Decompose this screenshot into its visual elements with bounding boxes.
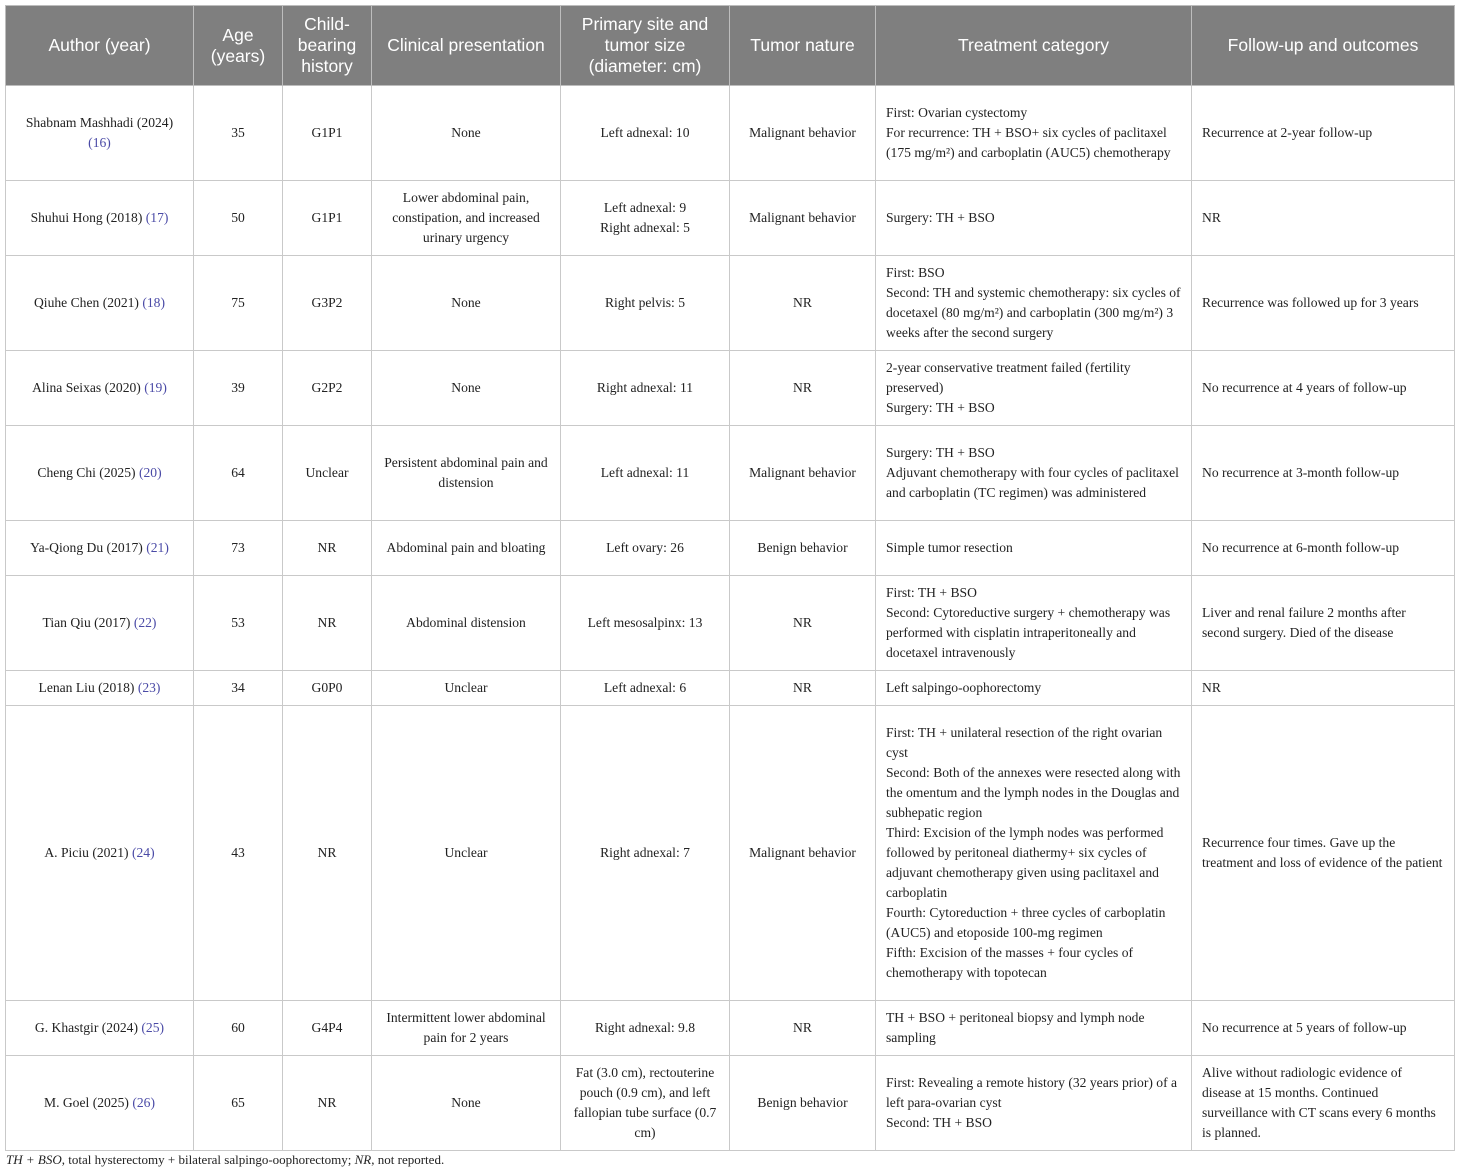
table-row xyxy=(6,521,1455,576)
cell-child-bearing-history: G1P1 xyxy=(283,181,372,256)
cell-tumor-nature: NR xyxy=(730,671,876,706)
treatment-line: Left salpingo-oophorectomy xyxy=(886,680,1042,695)
cell-author xyxy=(6,1056,194,1151)
author-name: Shabnam Mashhadi (2024) xyxy=(25,115,174,130)
table-row xyxy=(6,706,1455,1001)
cell-tumor-nature: Malignant behavior xyxy=(730,706,876,1001)
cell-child-bearing-history: NR xyxy=(283,706,372,1001)
cell-treatment xyxy=(876,706,1192,1001)
table-row xyxy=(6,181,1455,256)
cell-age: 53 xyxy=(194,576,283,671)
author-name: Qiuhe Chen (2021) xyxy=(33,295,139,310)
treatment-line: 2-year conservative treatment failed (fertility preserved) xyxy=(886,360,1131,395)
cell-clinical-presentation: Intermittent lower abdominal pain for 2 years xyxy=(372,1001,561,1056)
footnote-def-th-bso: , total hysterectomy + bilateral salpingo-oophorectomy; xyxy=(61,1152,355,1167)
header-follow-up: Follow-up and outcomes xyxy=(1192,6,1455,86)
reference-link[interactable]: (25) xyxy=(141,1020,165,1035)
cell-age: 34 xyxy=(194,671,283,706)
cell-tumor-nature: Malignant behavior xyxy=(730,86,876,181)
cell-clinical-presentation: Unclear xyxy=(372,671,561,706)
reference-link[interactable]: (18) xyxy=(142,295,166,310)
footnote-abbr-th-bso: TH + BSO xyxy=(6,1152,62,1167)
cell-follow-up: Recurrence was followed up for 3 years xyxy=(1192,256,1455,351)
site-line: Fat (3.0 cm), rectouterine pouch (0.9 cm), and left fallopian tube surface (0.7 cm) xyxy=(573,1065,717,1140)
cell-follow-up: NR xyxy=(1192,671,1455,706)
cell-child-bearing-history: G0P0 xyxy=(283,671,372,706)
author-name: Cheng Chi (2025) xyxy=(37,465,136,480)
cell-tumor-nature: NR xyxy=(730,256,876,351)
cell-child-bearing-history: G2P2 xyxy=(283,351,372,426)
cell-child-bearing-history: Unclear xyxy=(283,426,372,521)
cell-tumor-nature: Malignant behavior xyxy=(730,426,876,521)
cell-child-bearing-history: G1P1 xyxy=(283,86,372,181)
cell-age: 60 xyxy=(194,1001,283,1056)
author-name: Tian Qiu (2017) xyxy=(42,615,131,630)
cell-author xyxy=(6,706,194,1001)
cell-primary-site xyxy=(561,181,730,256)
reference-link[interactable]: (23) xyxy=(137,680,161,695)
reference-link[interactable]: (21) xyxy=(146,540,169,555)
cell-treatment xyxy=(876,86,1192,181)
cell-follow-up: No recurrence at 3-month follow-up xyxy=(1192,426,1455,521)
cell-age: 50 xyxy=(194,181,283,256)
cell-clinical-presentation: Abdominal distension xyxy=(372,576,561,671)
cell-primary-site xyxy=(561,671,730,706)
reference-link[interactable]: (20) xyxy=(138,465,162,480)
cell-follow-up: Alive without radiologic evidence of disease at 15 months. Continued surveillance with CT scans every 6 months is planned. xyxy=(1192,1056,1455,1151)
cell-primary-site xyxy=(561,1001,730,1056)
table-row xyxy=(6,426,1455,521)
treatment-line: Surgery: TH + BSO xyxy=(886,445,995,460)
cell-age: 35 xyxy=(194,86,283,181)
table-row xyxy=(6,576,1455,671)
footnote-def-nr: , not reported. xyxy=(371,1152,445,1167)
header-primary-site: Primary site and tumor size (diameter: cm) xyxy=(561,6,730,86)
cell-treatment xyxy=(876,1056,1192,1151)
author-name: A. Piciu (2021) xyxy=(44,845,129,860)
treatment-line: Second: Cytoreductive surgery + chemotherapy was performed with cisplatin intraperitoneally and docetaxel intravenously xyxy=(886,605,1171,660)
site-line: Left adnexal: 9 xyxy=(603,200,687,215)
treatment-line: First: TH + BSO xyxy=(886,585,977,600)
cell-primary-site xyxy=(561,576,730,671)
site-line: Right adnexal: 5 xyxy=(600,220,690,235)
cell-clinical-presentation: Lower abdominal pain, constipation, and increased urinary urgency xyxy=(372,181,561,256)
cell-author xyxy=(6,671,194,706)
cell-treatment xyxy=(876,351,1192,426)
treatment-line: TH + BSO + peritoneal biopsy and lymph node sampling xyxy=(886,1010,1145,1045)
treatment-line: Surgery: TH + BSO xyxy=(886,400,995,415)
header-author: Author (year) xyxy=(6,6,194,86)
author-name: Ya-Qiong Du (2017) xyxy=(30,540,143,555)
table-body xyxy=(6,86,1455,1151)
cell-author xyxy=(6,521,194,576)
table-footnote xyxy=(6,1152,444,1168)
cell-treatment xyxy=(876,521,1192,576)
treatment-line: Fifth: Excision of the masses + four cycles of chemotherapy with topotecan xyxy=(886,945,1134,980)
table-row xyxy=(6,1056,1455,1151)
cell-clinical-presentation: Persistent abdominal pain and distension xyxy=(372,426,561,521)
reference-link[interactable]: (24) xyxy=(131,845,155,860)
cell-author xyxy=(6,1001,194,1056)
treatment-line: Adjuvant chemotherapy with four cycles of paclitaxel and carboplatin (TC regimen) was administered xyxy=(886,465,1179,500)
cell-age: 65 xyxy=(194,1056,283,1151)
author-name: Shuhui Hong (2018) xyxy=(30,210,143,225)
cell-treatment xyxy=(876,426,1192,521)
treatment-line: Simple tumor resection xyxy=(886,540,1013,555)
cell-tumor-nature: NR xyxy=(730,576,876,671)
treatment-line: First: Revealing a remote history (32 years prior) of a left para-ovarian cyst xyxy=(886,1075,1178,1110)
treatment-line: Fourth: Cytoreduction + three cycles of carboplatin (AUC5) and etoposide 100-mg regimen xyxy=(886,905,1166,940)
cell-child-bearing-history: NR xyxy=(283,1056,372,1151)
cell-follow-up: Recurrence at 2-year follow-up xyxy=(1192,86,1455,181)
table-row xyxy=(6,256,1455,351)
cell-follow-up: No recurrence at 4 years of follow-up xyxy=(1192,351,1455,426)
cell-author xyxy=(6,256,194,351)
cell-age: 64 xyxy=(194,426,283,521)
cell-follow-up: Liver and renal failure 2 months after second surgery. Died of the disease xyxy=(1192,576,1455,671)
cell-child-bearing-history: NR xyxy=(283,521,372,576)
cell-clinical-presentation: Abdominal pain and bloating xyxy=(372,521,561,576)
cell-clinical-presentation: None xyxy=(372,1056,561,1151)
site-line: Right adnexal: 9.8 xyxy=(594,1020,696,1035)
author-name: G. Khastgir (2024) xyxy=(34,1020,138,1035)
cell-tumor-nature: NR xyxy=(730,1001,876,1056)
table-row xyxy=(6,671,1455,706)
reference-link[interactable]: (19) xyxy=(144,380,167,395)
cell-primary-site xyxy=(561,256,730,351)
cell-follow-up: No recurrence at 5 years of follow-up xyxy=(1192,1001,1455,1056)
table-row xyxy=(6,351,1455,426)
header-tumor-nature: Tumor nature xyxy=(730,6,876,86)
cell-clinical-presentation: None xyxy=(372,256,561,351)
treatment-line: Second: Both of the annexes were resected along with the omentum and the lymph nodes in the Douglas and subhepatic region xyxy=(886,765,1181,820)
site-line: Right pelvis: 5 xyxy=(604,295,686,310)
cell-treatment xyxy=(876,256,1192,351)
site-line: Left adnexal: 11 xyxy=(600,465,690,480)
site-line: Left mesosalpinx: 13 xyxy=(587,615,703,630)
cell-follow-up: Recurrence four times. Gave up the treatment and loss of evidence of the patient xyxy=(1192,706,1455,1001)
cell-treatment xyxy=(876,671,1192,706)
header-treatment: Treatment category xyxy=(876,6,1192,86)
table-row xyxy=(6,1001,1455,1056)
cell-tumor-nature: Benign behavior xyxy=(730,1056,876,1151)
site-line: Right adnexal: 11 xyxy=(596,380,694,395)
cell-primary-site xyxy=(561,86,730,181)
treatment-line: First: TH + unilateral resection of the right ovarian cyst xyxy=(886,725,1163,760)
author-name: Lenan Liu (2018) xyxy=(38,680,135,695)
treatment-line: Third: Excision of the lymph nodes was performed followed by peritoneal diathermy+ six cycles of adjuvant chemotherapy given using paclitaxel and carboplatin xyxy=(886,825,1164,900)
cell-primary-site xyxy=(561,351,730,426)
cell-child-bearing-history: G3P2 xyxy=(283,256,372,351)
table-row xyxy=(6,86,1455,181)
cell-clinical-presentation: None xyxy=(372,86,561,181)
treatment-line: First: BSO xyxy=(886,265,945,280)
site-line: Left ovary: 26 xyxy=(606,540,684,555)
treatment-line: Second: TH + BSO xyxy=(886,1115,992,1130)
cell-author xyxy=(6,86,194,181)
site-line: Left adnexal: 10 xyxy=(600,125,690,140)
site-line: Right adnexal: 7 xyxy=(600,845,690,860)
cell-primary-site xyxy=(561,1056,730,1151)
cell-child-bearing-history: NR xyxy=(283,576,372,671)
cell-age: 75 xyxy=(194,256,283,351)
cell-author xyxy=(6,351,194,426)
reference-link[interactable]: (17) xyxy=(145,210,169,225)
cell-author xyxy=(6,426,194,521)
treatment-line: Second: TH and systemic chemotherapy: six cycles of docetaxel (80 mg/m²) and carboplatin (300 mg/m²) 3 weeks after the second surgery xyxy=(886,285,1181,340)
cell-treatment xyxy=(876,1001,1192,1056)
cell-follow-up: NR xyxy=(1192,181,1455,256)
cell-clinical-presentation: None xyxy=(372,351,561,426)
cell-age: 39 xyxy=(194,351,283,426)
cell-treatment xyxy=(876,181,1192,256)
cell-clinical-presentation: Unclear xyxy=(372,706,561,1001)
treatment-line: First: Ovarian cystectomy xyxy=(886,105,1028,120)
cell-tumor-nature: NR xyxy=(730,351,876,426)
reference-link[interactable]: (16) xyxy=(88,135,111,150)
cell-tumor-nature: Malignant behavior xyxy=(730,181,876,256)
site-line: Left adnexal: 6 xyxy=(603,680,687,695)
reference-link[interactable]: (22) xyxy=(133,615,157,630)
author-name: M. Goel (2025) xyxy=(43,1095,129,1110)
treatment-line: For recurrence: TH + BSO+ six cycles of paclitaxel (175 mg/m²) and carboplatin (AUC5) chemotherapy xyxy=(886,125,1171,160)
literature-review-table xyxy=(5,5,1455,1151)
treatment-line: Surgery: TH + BSO xyxy=(886,210,995,225)
cell-author xyxy=(6,576,194,671)
footnote-abbr-nr: NR xyxy=(354,1152,372,1167)
header-child-bearing: Child-bearing history xyxy=(283,6,372,86)
cell-treatment xyxy=(876,576,1192,671)
header-clinical-presentation: Clinical presentation xyxy=(372,6,561,86)
header-row xyxy=(6,6,1455,86)
cell-tumor-nature: Benign behavior xyxy=(730,521,876,576)
cell-child-bearing-history: G4P4 xyxy=(283,1001,372,1056)
cell-age: 73 xyxy=(194,521,283,576)
author-name: Alina Seixas (2020) xyxy=(32,380,141,395)
cell-primary-site xyxy=(561,706,730,1001)
cell-primary-site xyxy=(561,426,730,521)
reference-link[interactable]: (26) xyxy=(132,1095,155,1110)
cell-author xyxy=(6,181,194,256)
cell-follow-up: No recurrence at 6-month follow-up xyxy=(1192,521,1455,576)
cell-primary-site xyxy=(561,521,730,576)
header-age: Age (years) xyxy=(194,6,283,86)
cell-age: 43 xyxy=(194,706,283,1001)
